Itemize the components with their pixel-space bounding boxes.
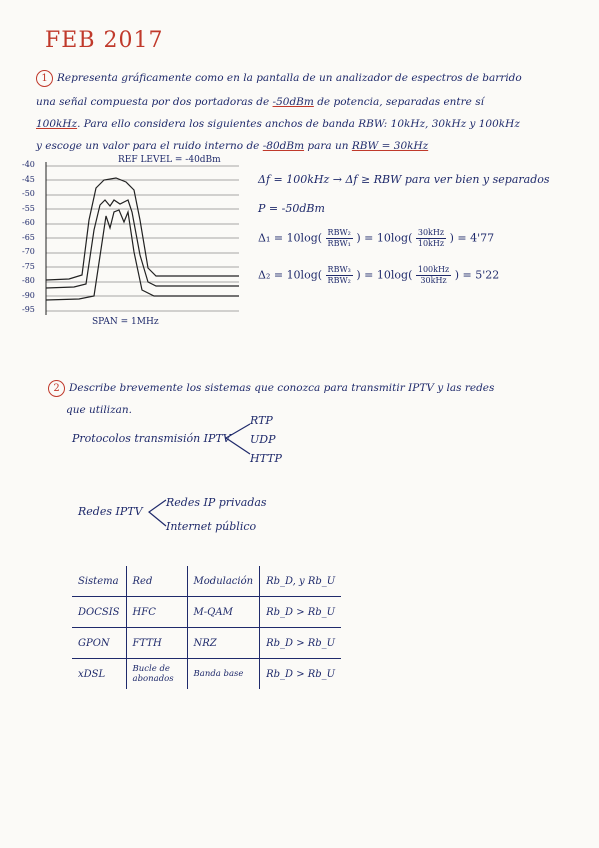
- q1-noise: -80dBm: [262, 140, 305, 152]
- cell: NRZ: [187, 628, 260, 659]
- cell: Rb_D > Rb_U: [260, 597, 342, 628]
- cell: HFC: [126, 597, 187, 628]
- y-tick-label: -65: [22, 232, 35, 242]
- trace-rbw-30k: [46, 200, 239, 288]
- q2-line2: que utilizan.: [66, 404, 132, 416]
- q1-separation: 100kHz: [36, 118, 78, 130]
- y-tick-label: -45: [22, 174, 35, 184]
- eq-delta1-den2: 10kHz: [417, 239, 445, 248]
- eq-delta1-num1: RBW₂: [327, 228, 351, 237]
- systems-table: [72, 566, 341, 689]
- cell: DOCSIS: [72, 597, 126, 628]
- table-header-row: [72, 566, 341, 597]
- table-row: [72, 597, 341, 628]
- spectrum-graph: [44, 160, 244, 320]
- cell: Rb_D > Rb_U: [260, 659, 342, 690]
- q1-text-4c: para un: [307, 140, 349, 152]
- eq-delta1-den1: RBW₁: [327, 239, 351, 248]
- y-tick-label: -75: [22, 261, 35, 271]
- eq-delta1-num2: 30kHz: [417, 228, 445, 237]
- q1-number: 1: [36, 70, 53, 87]
- ref-level-label: REF LEVEL = -40dBm: [118, 155, 221, 165]
- table-row: [72, 628, 341, 659]
- eq-delta2-a: Δ₂ = 10log(: [258, 268, 323, 282]
- y-tick-label: -90: [22, 290, 35, 300]
- y-tick-label: -70: [22, 247, 35, 256]
- eq-delta1-c: ) = 4'77: [449, 231, 495, 245]
- eq-delta2-num2: 100kHz: [417, 265, 450, 274]
- cell: Banda base: [187, 659, 260, 690]
- y-tick-label: -40: [22, 160, 35, 169]
- networks-brace: [146, 496, 168, 530]
- y-tick-label: -60: [22, 218, 35, 227]
- q1-rbw: RBW = 30kHz: [351, 140, 429, 152]
- y-tick-label: -50: [22, 189, 35, 198]
- q2-text-1: Describe brevemente los sistemas que conozca para transmitir IPTV y las redes: [69, 382, 495, 394]
- cell: M-QAM: [187, 597, 260, 628]
- y-tick-label: -55: [22, 203, 35, 213]
- th-modulation: Modulación: [187, 566, 260, 597]
- network-internet: Internet público: [166, 520, 257, 533]
- th-system: Sistema: [72, 566, 126, 597]
- q1-text-3b: . Para ello considera los siguientes anchos de banda RBW: 10kHz, 30kHz y 100kHz: [77, 118, 520, 130]
- q1-line3: [36, 116, 520, 132]
- cell: FTTH: [126, 628, 187, 659]
- protocol-udp: UDP: [250, 433, 276, 446]
- q1-text-2a: una señal compuesta por dos portadoras de: [36, 96, 270, 108]
- eq-delta1-b: ) = 10log(: [356, 231, 413, 245]
- span-label: SPAN = 1MHz: [92, 317, 159, 327]
- cell: xDSL: [72, 659, 126, 690]
- q1-text-4a: y escoge un valor para el ruido interno de: [36, 140, 260, 152]
- protocols-brace: [222, 420, 252, 460]
- th-network: Red: [126, 566, 187, 597]
- cell: Bucle de abonados: [126, 659, 187, 690]
- q1-power: -50dBm: [272, 96, 314, 108]
- eq-delta2-den1: RBW₂: [327, 276, 351, 285]
- eq-delta-f: Δf = 100kHz → Δf ≥ RBW para ver bien y separados: [258, 173, 550, 186]
- y-tick-label: -95: [22, 305, 35, 314]
- page-title: FEB 2017: [45, 28, 164, 53]
- networks-label: Redes IPTV: [78, 505, 143, 518]
- eq-power: P = -50dBm: [258, 202, 325, 215]
- q1-text-1: Representa gráficamente como en la pantalla de un analizador de espectros de barrido: [57, 72, 522, 84]
- q1-text-2c: de potencia, separadas entre sí: [317, 96, 484, 108]
- eq-delta1: [258, 228, 494, 249]
- eq-delta2: [258, 265, 499, 286]
- q1-line2: [36, 94, 484, 110]
- table-row: [72, 659, 341, 690]
- eq-delta2-c: ) = 5'22: [454, 268, 500, 282]
- cell: GPON: [72, 628, 126, 659]
- th-bitrate: Rb_D, y Rb_U: [260, 566, 342, 597]
- network-private: Redes IP privadas: [166, 496, 267, 509]
- q2-number: 2: [48, 380, 65, 397]
- protocols-label: Protocolos transmisión IPTV: [72, 432, 231, 445]
- cell: Rb_D > Rb_U: [260, 628, 342, 659]
- q2-line1: [48, 380, 494, 397]
- eq-delta2-num1: RBW₃: [327, 265, 351, 274]
- q1-line1: [36, 70, 522, 87]
- eq-delta2-den2: 30kHz: [420, 276, 447, 285]
- y-tick-label: -80: [22, 276, 35, 285]
- protocol-http: HTTP: [250, 452, 282, 465]
- q1-line4: [36, 138, 428, 154]
- eq-delta1-a: Δ₁ = 10log(: [258, 231, 323, 245]
- protocol-rtp: RTP: [250, 414, 273, 427]
- eq-delta2-b: ) = 10log(: [356, 268, 413, 282]
